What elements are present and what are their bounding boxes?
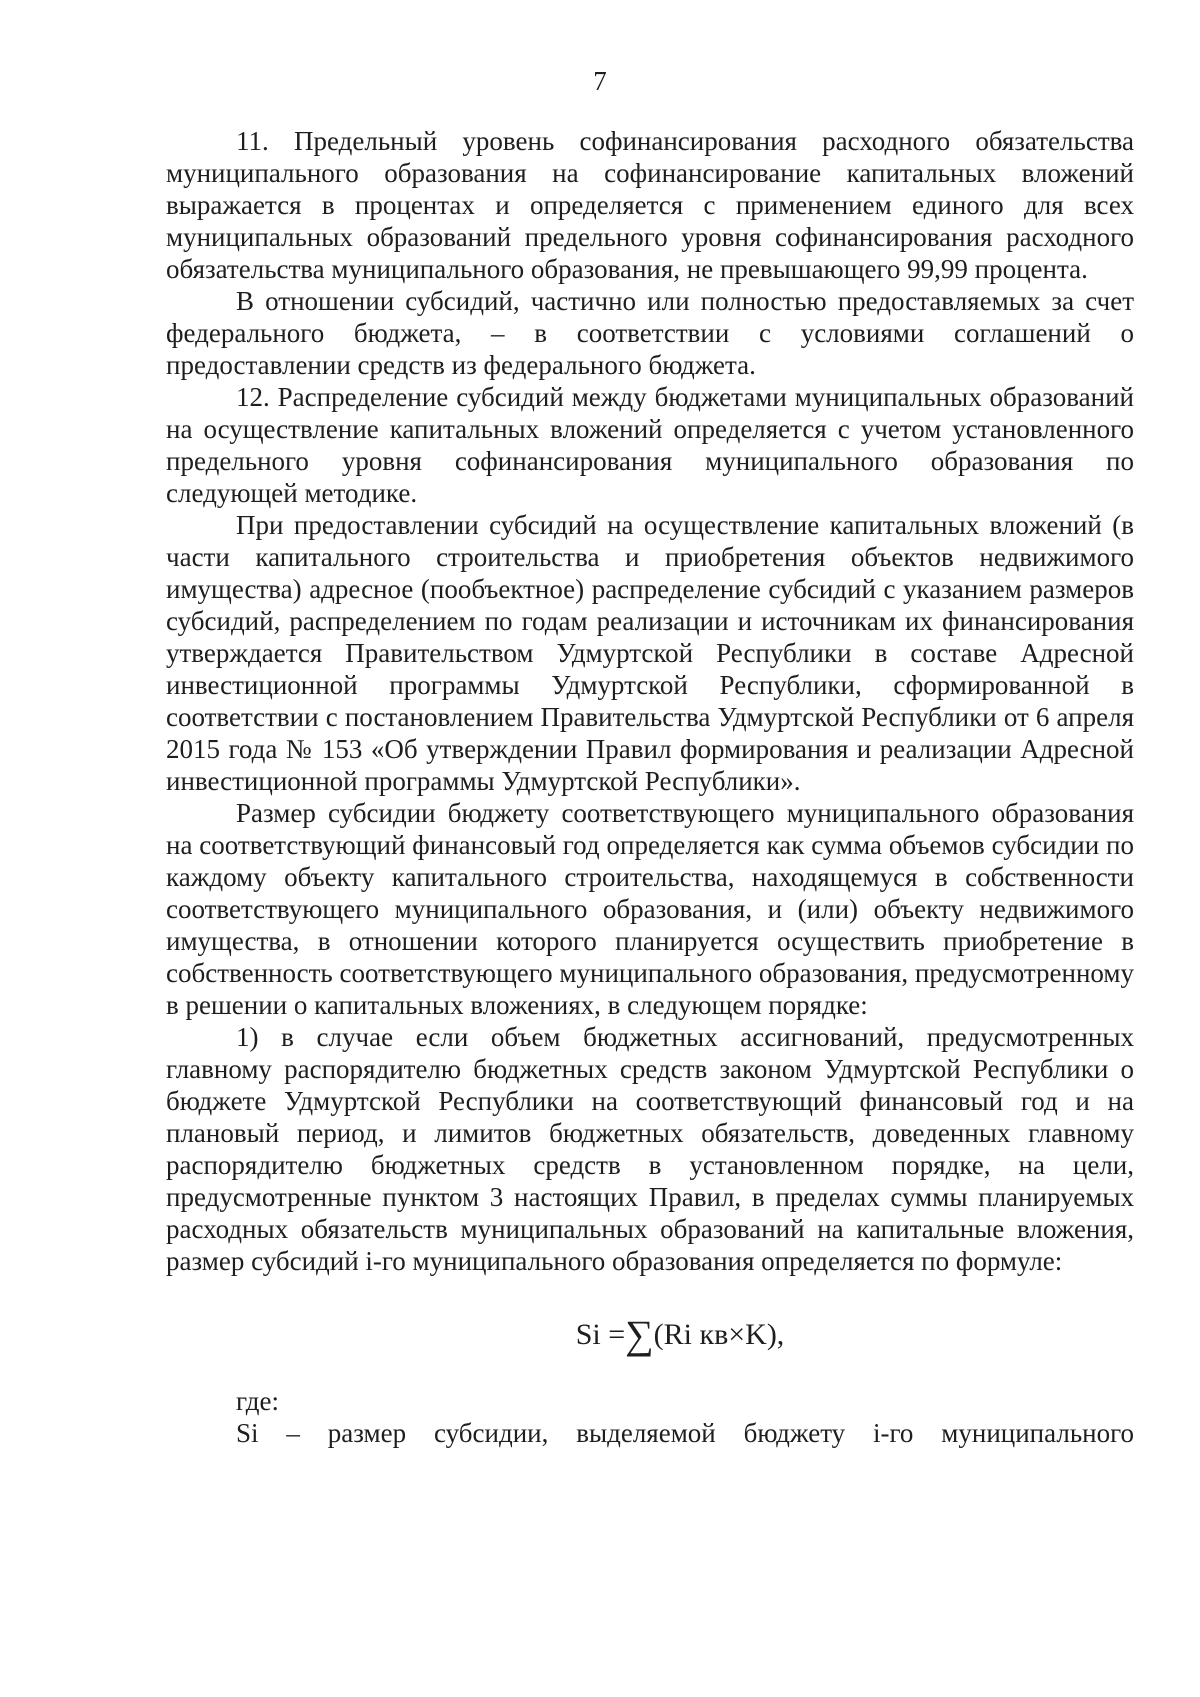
paragraph-federal-subsidies: В отношении субсидий, частично или полностью предоставляемых за счет федерального бюджета, – в соответствии с условиями соглашений о предоставлении средств из федерального бюджета.	[166, 286, 1134, 380]
page-number: 7	[593, 66, 607, 96]
definition-si: Si – размер субсидии, выделяемой бюджету i-го муниципального	[236, 1418, 1134, 1448]
paragraph-subsidy-size: Размер субсидии бюджету соответствующего муниципального образования на соответствующий финансовый год определяется как сумма объемов субсидии по каждому объекту капитального строительства, находящемуся в собственности соответствующего муниципального образования, и (или) объекту недвижимого имущества, в отношении которого планируется осуществить приобретение в собственность соответствующего муниципального образования, предусмотренному в решении о капитальных вложениях, в следующем порядке:	[166, 798, 1134, 1020]
paragraph-11: 11. Предельный уровень софинансирования расходного обязательства муниципального образования на софинансирование капитальных вложений выражается в процентах и определяется с применением единого для всех муниципальных образований предельного уровня софинансирования расходного обязательства муниципального образования, не превышающего 99,99 процента.	[166, 126, 1134, 284]
paragraph-12: 12. Распределение субсидий между бюджетами муниципальных образований на осуществление капитальных вложений определяется с учетом установленного предельного уровня софинансирования муниципального образования по следующей методике.	[166, 382, 1134, 508]
paragraph-item-1: 1) в случае если объем бюджетных ассигнований, предусмотренных главному распорядителю бюджетных средств законом Удмуртской Республики о бюджете Удмуртской Республики на соответствующий финансовый год и на плановый период, и лимитов бюджетных обязательств, доведенных главному распорядителю бюджетных средств в установленном порядке, на цели, предусмотренные пунктом 3 настоящих Правил, в пределах суммы планируемых расходных обязательств муниципальных образований на капитальные вложения, размер субсидий i-го муниципального образования определяется по формуле:	[166, 1022, 1134, 1276]
formula-lhs: Si =	[575, 1318, 626, 1351]
paragraph-address-distribution: При предоставлении субсидий на осуществление капитальных вложений (в части капитального строительства и приобретения объектов недвижимого имущества) адресное (пообъектное) распределение субсидий с указанием размеров субсидий, распределением по годам реализации и источникам их финансирования утверждается Правительством Удмуртской Республики в составе Адресной инвестиционной программы Удмуртской Республики, сформированной в соответствии с постановлением Правительства Удмуртской Республики от 6 апреля 2015 года № 153 «Об утверждении Правил формирования и реализации Адресной инвестиционной программы Удмуртской Республики».	[166, 510, 1134, 796]
where-label: где:	[236, 1386, 279, 1416]
subsidy-formula	[166, 1312, 1134, 1357]
sum-symbol: ∑	[625, 1312, 654, 1357]
document-body	[166, 125, 1134, 1449]
formula-rhs: (Ri кв×K),	[653, 1318, 785, 1351]
